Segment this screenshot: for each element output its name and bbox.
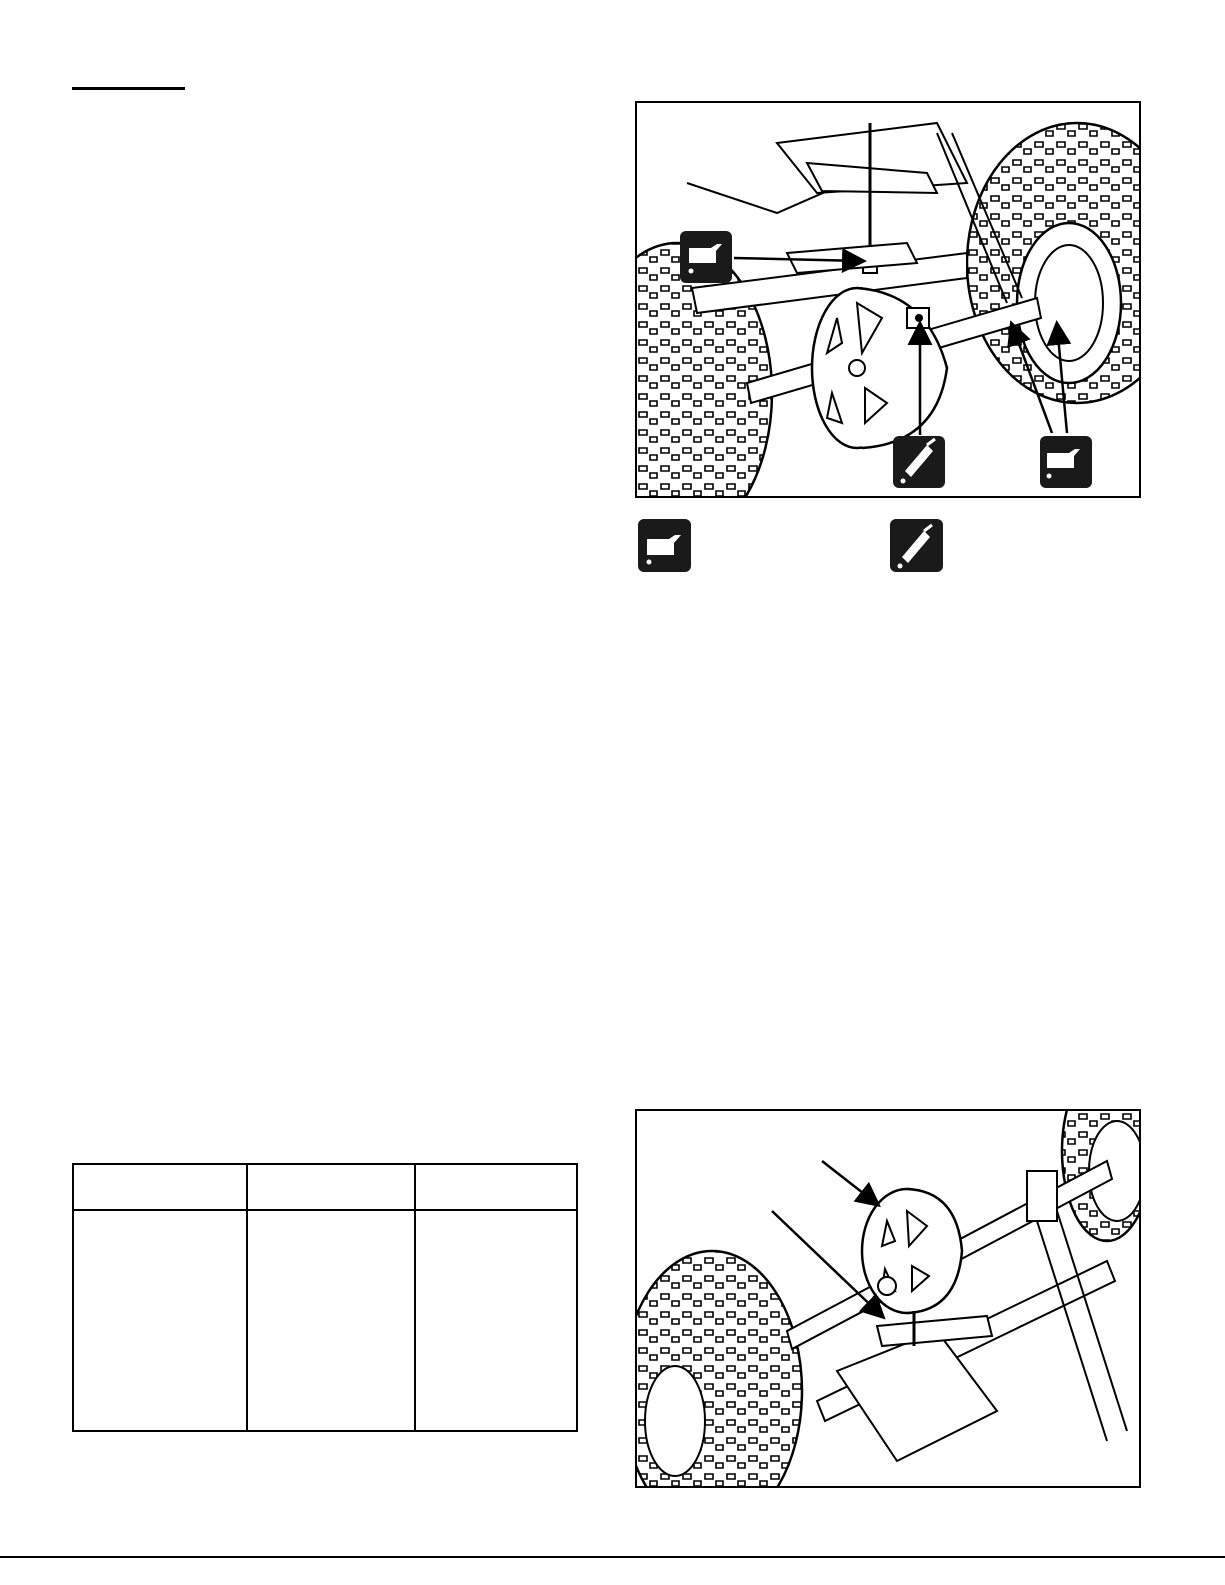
table-header-row (73, 1164, 577, 1210)
table-cell (415, 1210, 577, 1431)
callout-arrow (822, 1161, 877, 1204)
grease-gun-icon (890, 519, 943, 572)
figure-lubrication-points (635, 101, 1141, 498)
table-header-cell (73, 1164, 247, 1210)
footer-rule (0, 1556, 1225, 1558)
table-cell (73, 1210, 247, 1431)
table-header-cell (415, 1164, 577, 1210)
spec-table (72, 1163, 578, 1432)
oil-can-icon (638, 519, 691, 572)
table-row (73, 1210, 577, 1431)
gearbox-mount-illustration (637, 1111, 1141, 1488)
section-heading-underline (72, 87, 185, 90)
table-cell (247, 1210, 415, 1431)
table-header-cell (247, 1164, 415, 1210)
spreader-underside-illustration (637, 103, 1141, 498)
figure-gearbox-mounting (635, 1109, 1141, 1488)
